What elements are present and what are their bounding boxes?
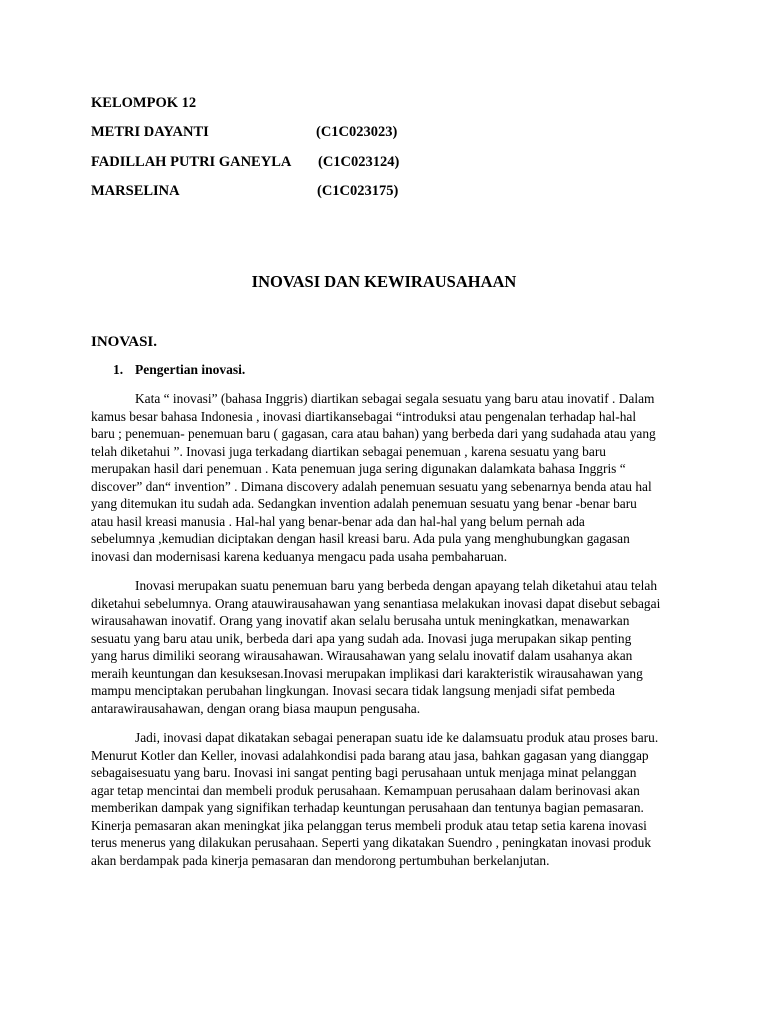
member-name: FADILLAH PUTRI GANEYLA [91,154,292,170]
subsection-title: Pengertian inovasi. [135,362,246,377]
paragraph-line: sesuatu yang baru atau unik, berbeda dari apa yang sudah ada. Inovasi juga merupakan sikap penting [91,630,632,646]
paragraph-line: meraih keuntungan dan kesuksesan.Inovasi merupakan implikasi dari karakteristik wirausahawan yang [91,665,643,681]
member-row [91,154,400,171]
member-nim: (C1C023023) [316,124,398,140]
paragraph-line: agar tetap mencintai dan membeli produk perusahaan. Kemampuan perusahaan dalam berinovasi akan [91,782,640,798]
paragraph-line: discover” dan“ invention” . Dimana discovery adalah penemuan sesuatu yang sebenarnya benda atau hal [91,478,652,494]
member-row [91,183,399,200]
member-name: METRI DAYANTI [91,124,209,140]
paragraph-line: memberikan dampak yang signifikan terhadap keuntungan perusahaan dan tentunya bagian pemasaran. [91,800,644,815]
subsection-number: 1. [113,362,124,377]
section-heading: INOVASI. [91,334,157,350]
member-nim: (C1C023175) [317,183,399,199]
paragraph-line: Kinerja pemasaran akan meningkat jika pelanggan terus membeli produk atau tetap setia karena inovasi [91,817,647,833]
member-name: MARSELINA [91,183,180,199]
paragraph-line: diketahui sebelumnya. Orang atauwirausahawan yang senantiasa melakukan inovasi dapat disebut sebagai [91,595,661,611]
paragraph-line: akan berdampak pada kinerja pemasaran dan mendorong pertumbuhan berkelanjutan. [91,852,550,868]
paragraph-line: wirausahawan inovatif. Orang yang inovatif akan selalu berusaha untuk meningkatkan, menawarkan [91,613,630,628]
paragraph-line: antarawirausahawan, dengan orang biasa maupun pengusaha. [91,700,421,716]
paragraph-line: yang ditemukan itu sudah ada. Sedangkan invention adalah penemuan sesuatu yang benar -benar baru [91,496,637,511]
paragraph-line: yang harus dimiliki seorang wirausahawan. Wirausahawan yang selalu inovatif dalam usahanya akan [91,648,633,663]
paragraph-line: terus menerus yang dilakukan perusahaan. Seperti yang dikatakan Suendro , peningkatan inovasi produk [91,835,652,850]
subsection-heading [113,362,245,378]
paragraph-line: Jadi, inovasi dapat dikatakan sebagai penerapan suatu ide ke dalamsuatu produk atau proses baru. [135,730,659,745]
paragraph-line: sebelumnya ,kemudian diciptakan dengan hasil kreasi baru. Ada pula yang menghubungkan gagasan [91,531,630,546]
paragraph-line: telah diketahui ”. Inovasi juga terkadang diartikan sebagai penemuan , karena sesuatu yang baru [91,443,606,459]
paragraph-line: Inovasi merupakan suatu penemuan baru yang berbeda dengan apayang telah diketahui atau telah [135,578,658,593]
paragraph [91,390,681,565]
member-nim: (C1C023124) [318,154,400,170]
paragraph-line: mampu menciptakan perubahan lingkungan. Inovasi secara tidak langsung menjadi sifat pembeda [91,683,615,698]
paragraph-line: sebagaisesuatu yang baru. Inovasi ini sangat penting bagi perusahaan untuk menjaga minat pelanggan [91,765,637,780]
paragraph [91,577,681,717]
document-title: INOVASI DAN KEWIRAUSAHAAN [251,272,517,291]
paragraph-line: Menurut Kotler dan Keller, inovasi adalahkondisi pada barang atau jasa, bahkan gagasan yang dianggap [91,747,649,763]
paragraph [91,729,681,869]
paragraph-line: merupakan hasil dari penemuan . Kata penemuan juga sering digunakan dalamkata bahasa Inggris “ [91,461,626,476]
paragraph-line: Kata “ inovasi” (bahasa Inggris) diartikan sebagai segala sesuatu yang baru atau inovatif . Dalam [135,391,655,406]
paragraph-line: kamus besar bahasa Indonesia , inovasi diartikansebagai “introduksi atau pengenalan terhadap hal-hal [91,408,637,424]
paragraph-line: baru ; penemuan- penemuan baru ( gagasan, cara atau bahan) yang berbeda dari yang sudahada atau yang [91,426,656,441]
group-label: KELOMPOK 12 [91,95,197,111]
paragraph-line: inovasi dan modernisasi karena keduanya mengacu pada usaha pembaharuan. [91,548,508,564]
member-row [91,124,398,141]
paragraph-line: atau hasil kreasi manusia . Hal-hal yang benar-benar ada dan hal-hal yang belum pernah ada [91,513,585,529]
